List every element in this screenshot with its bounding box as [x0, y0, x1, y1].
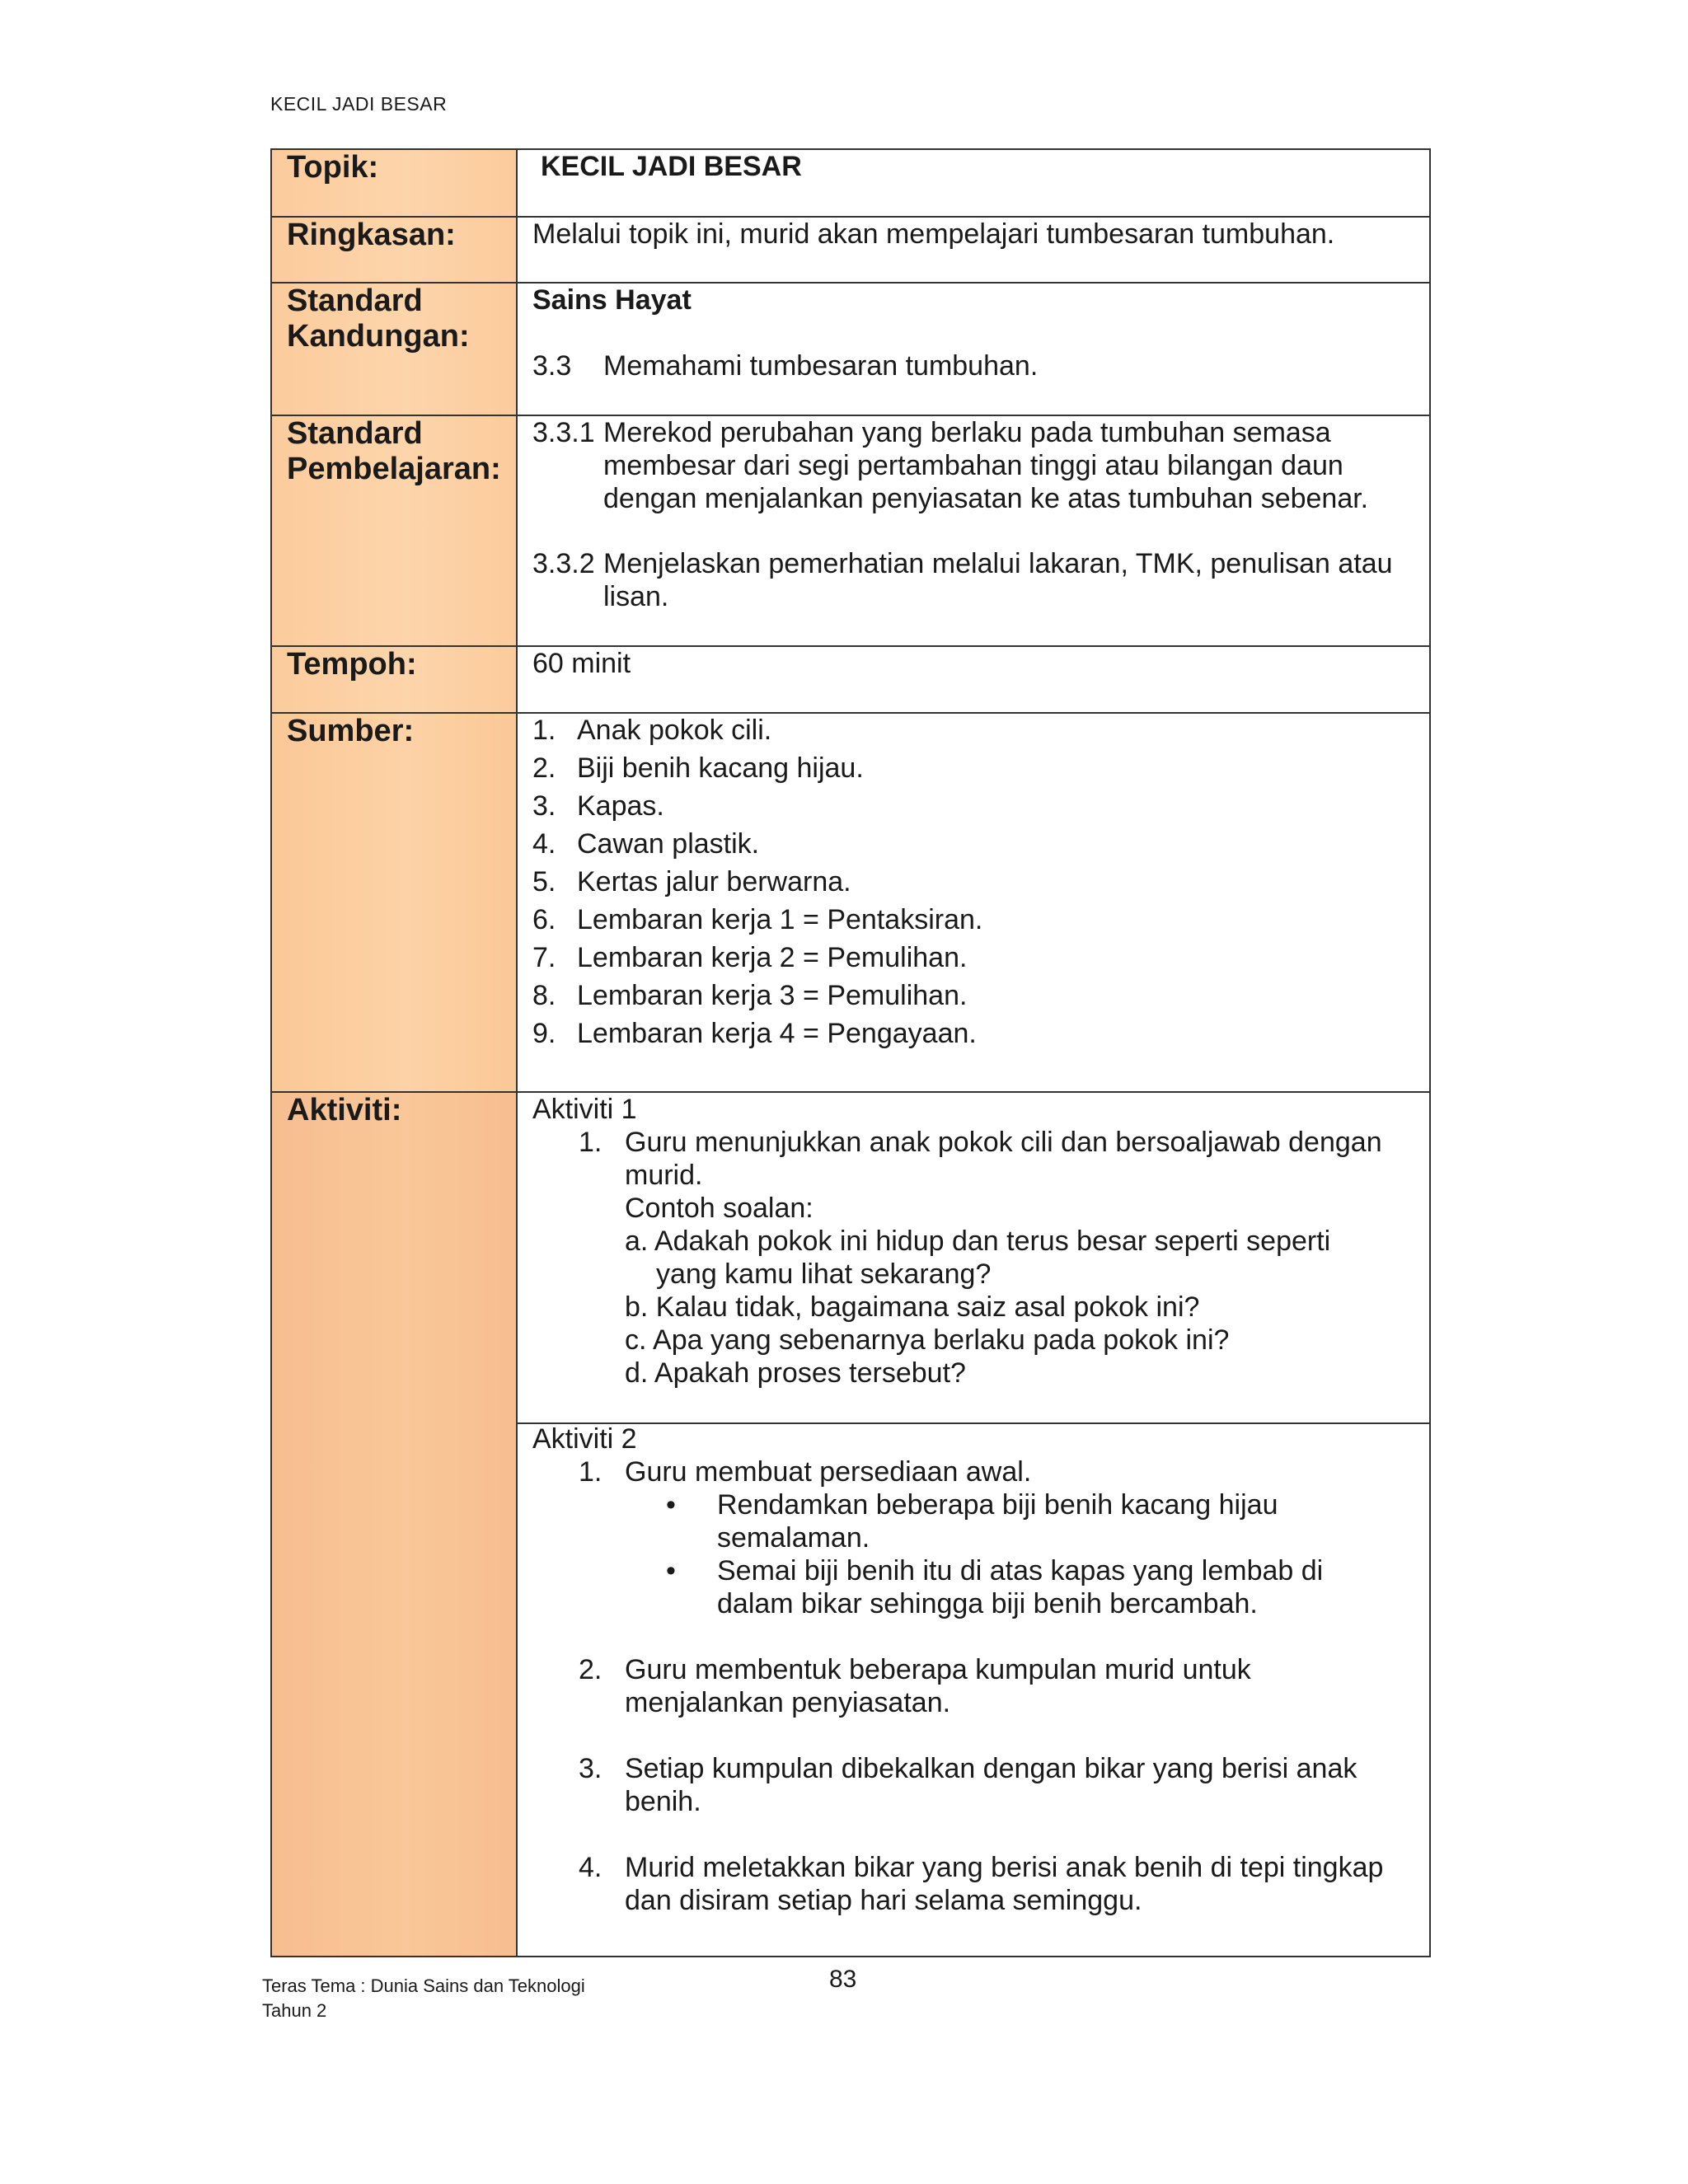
footer-year: Tahun 2 — [262, 2000, 327, 2021]
list-item: Biji benih kacang hijau. — [577, 752, 864, 784]
row-sumber — [272, 714, 1429, 1093]
list-item: Cawan plastik. — [577, 828, 760, 860]
row-standard-kandungan — [272, 284, 1429, 416]
activity-2: Aktiviti 2 1. Guru membuat persediaan awal. • Rendamkan beberapa biji benih kacang hijau semalaman. • Semai biji benih itu di atas kapas yang lembab di dalam bikar sehingga biji benih bercambah. 2. Guru membentuk beberapa kumpulan murid untuk menjalankan penyiasatan. 3. Setiap kumpulan dibekalkan dengan bikar yang berisi anak benih. 4. Murid meletakkan bikar yang berisi anak benih di tepi tingkap dan disiram setiap hari selama seminggu. — [532, 1423, 1384, 1916]
section-heading: Sains Hayat — [532, 284, 692, 316]
row-ringkasan — [272, 218, 1429, 284]
list-item: Kertas jalur berwarna. — [577, 866, 851, 898]
label-standard-kandungan: Standard Kandungan: — [272, 284, 518, 415]
bullet-icon: • — [666, 1489, 676, 1521]
list-item: Lembaran kerja 1 = Pentaksiran. — [577, 904, 983, 935]
value-standard-kandungan: Sains Hayat 3.3 Memahami tumbesaran tumbuhan. — [532, 284, 1039, 382]
list-item: Kapas. — [577, 790, 664, 822]
bullet-icon: • — [666, 1555, 676, 1586]
label-standard-pembelajaran: Standard Pembelajaran: — [272, 416, 518, 645]
label-topik: Topik: — [272, 150, 518, 216]
value-tempoh: 60 minit — [532, 648, 631, 679]
activity-1: Aktiviti 1 1. Guru menunjukkan anak pokok cili dan bersoaljawab dengan murid. Contoh soalan: a. Adakah pokok ini hidup dan terus besar seperti seperti yang kamu lihat sekarang? b. Kalau tidak, bagaimana saiz asal pokok ini? c. Apa yang sebenarnya berlaku pada pokok ini? d. Apakah proses tersebut? — [518, 1093, 1429, 1424]
value-standard-pembelajaran: 3.3.1 Merekod perubahan yang berlaku pada tumbuhan semasa membesar dari segi pertambahan tinggi atau bilangan daun dengan menjalankan penyiasatan ke atas tumbuhan sebenar. 3.3.2 Menjelaskan pemerhatian melalui lakaran, TMK, penulisan atau lisan. — [532, 417, 1393, 612]
row-tempoh — [272, 647, 1429, 714]
label-aktiviti: Aktiviti: — [272, 1093, 518, 1956]
footer-info — [262, 1974, 585, 2023]
lesson-plan-table — [270, 148, 1431, 1957]
row-topik — [272, 150, 1429, 218]
value-ringkasan: Melalui topik ini, murid akan mempelajari tumbesaran tumbuhan. — [532, 218, 1335, 250]
list-item: Anak pokok cili. — [577, 715, 772, 746]
row-standard-pembelajaran — [272, 416, 1429, 647]
footer-theme: Teras Tema : Dunia Sains dan Teknologi — [262, 1975, 585, 1996]
activity-title: Aktiviti 1 — [532, 1094, 637, 1125]
row-aktiviti — [272, 1093, 1429, 1956]
activity-title: Aktiviti 2 — [532, 1423, 637, 1455]
label-tempoh: Tempoh: — [272, 647, 518, 712]
label-sumber: Sumber: — [272, 714, 518, 1091]
value-topik: KECIL JADI BESAR — [541, 151, 802, 182]
list-item: Lembaran kerja 3 = Pemulihan. — [577, 980, 968, 1011]
list-item: Lembaran kerja 2 = Pemulihan. — [577, 942, 968, 973]
label-ringkasan: Ringkasan: — [272, 218, 518, 282]
value-aktiviti — [518, 1093, 1429, 1956]
value-sumber: 1. Anak pokok cili. 2. Biji benih kacang hijau. 3. Kapas. 4. Cawan plastik. 5. Kertas jalur berwarna. 6. Lembaran kerja 1 = Pentaksiran. 7. Lembaran kerja 2 = Pemulihan. 8. Lembaran kerja 3 = Pemulihan. 9. Lembaran kerja 4 = Pengayaan. — [532, 715, 983, 1049]
page-number: 83 — [829, 1966, 857, 1993]
list-item: Lembaran kerja 4 = Pengayaan. — [577, 1018, 977, 1049]
running-header: KECIL JADI BESAR — [270, 93, 448, 115]
